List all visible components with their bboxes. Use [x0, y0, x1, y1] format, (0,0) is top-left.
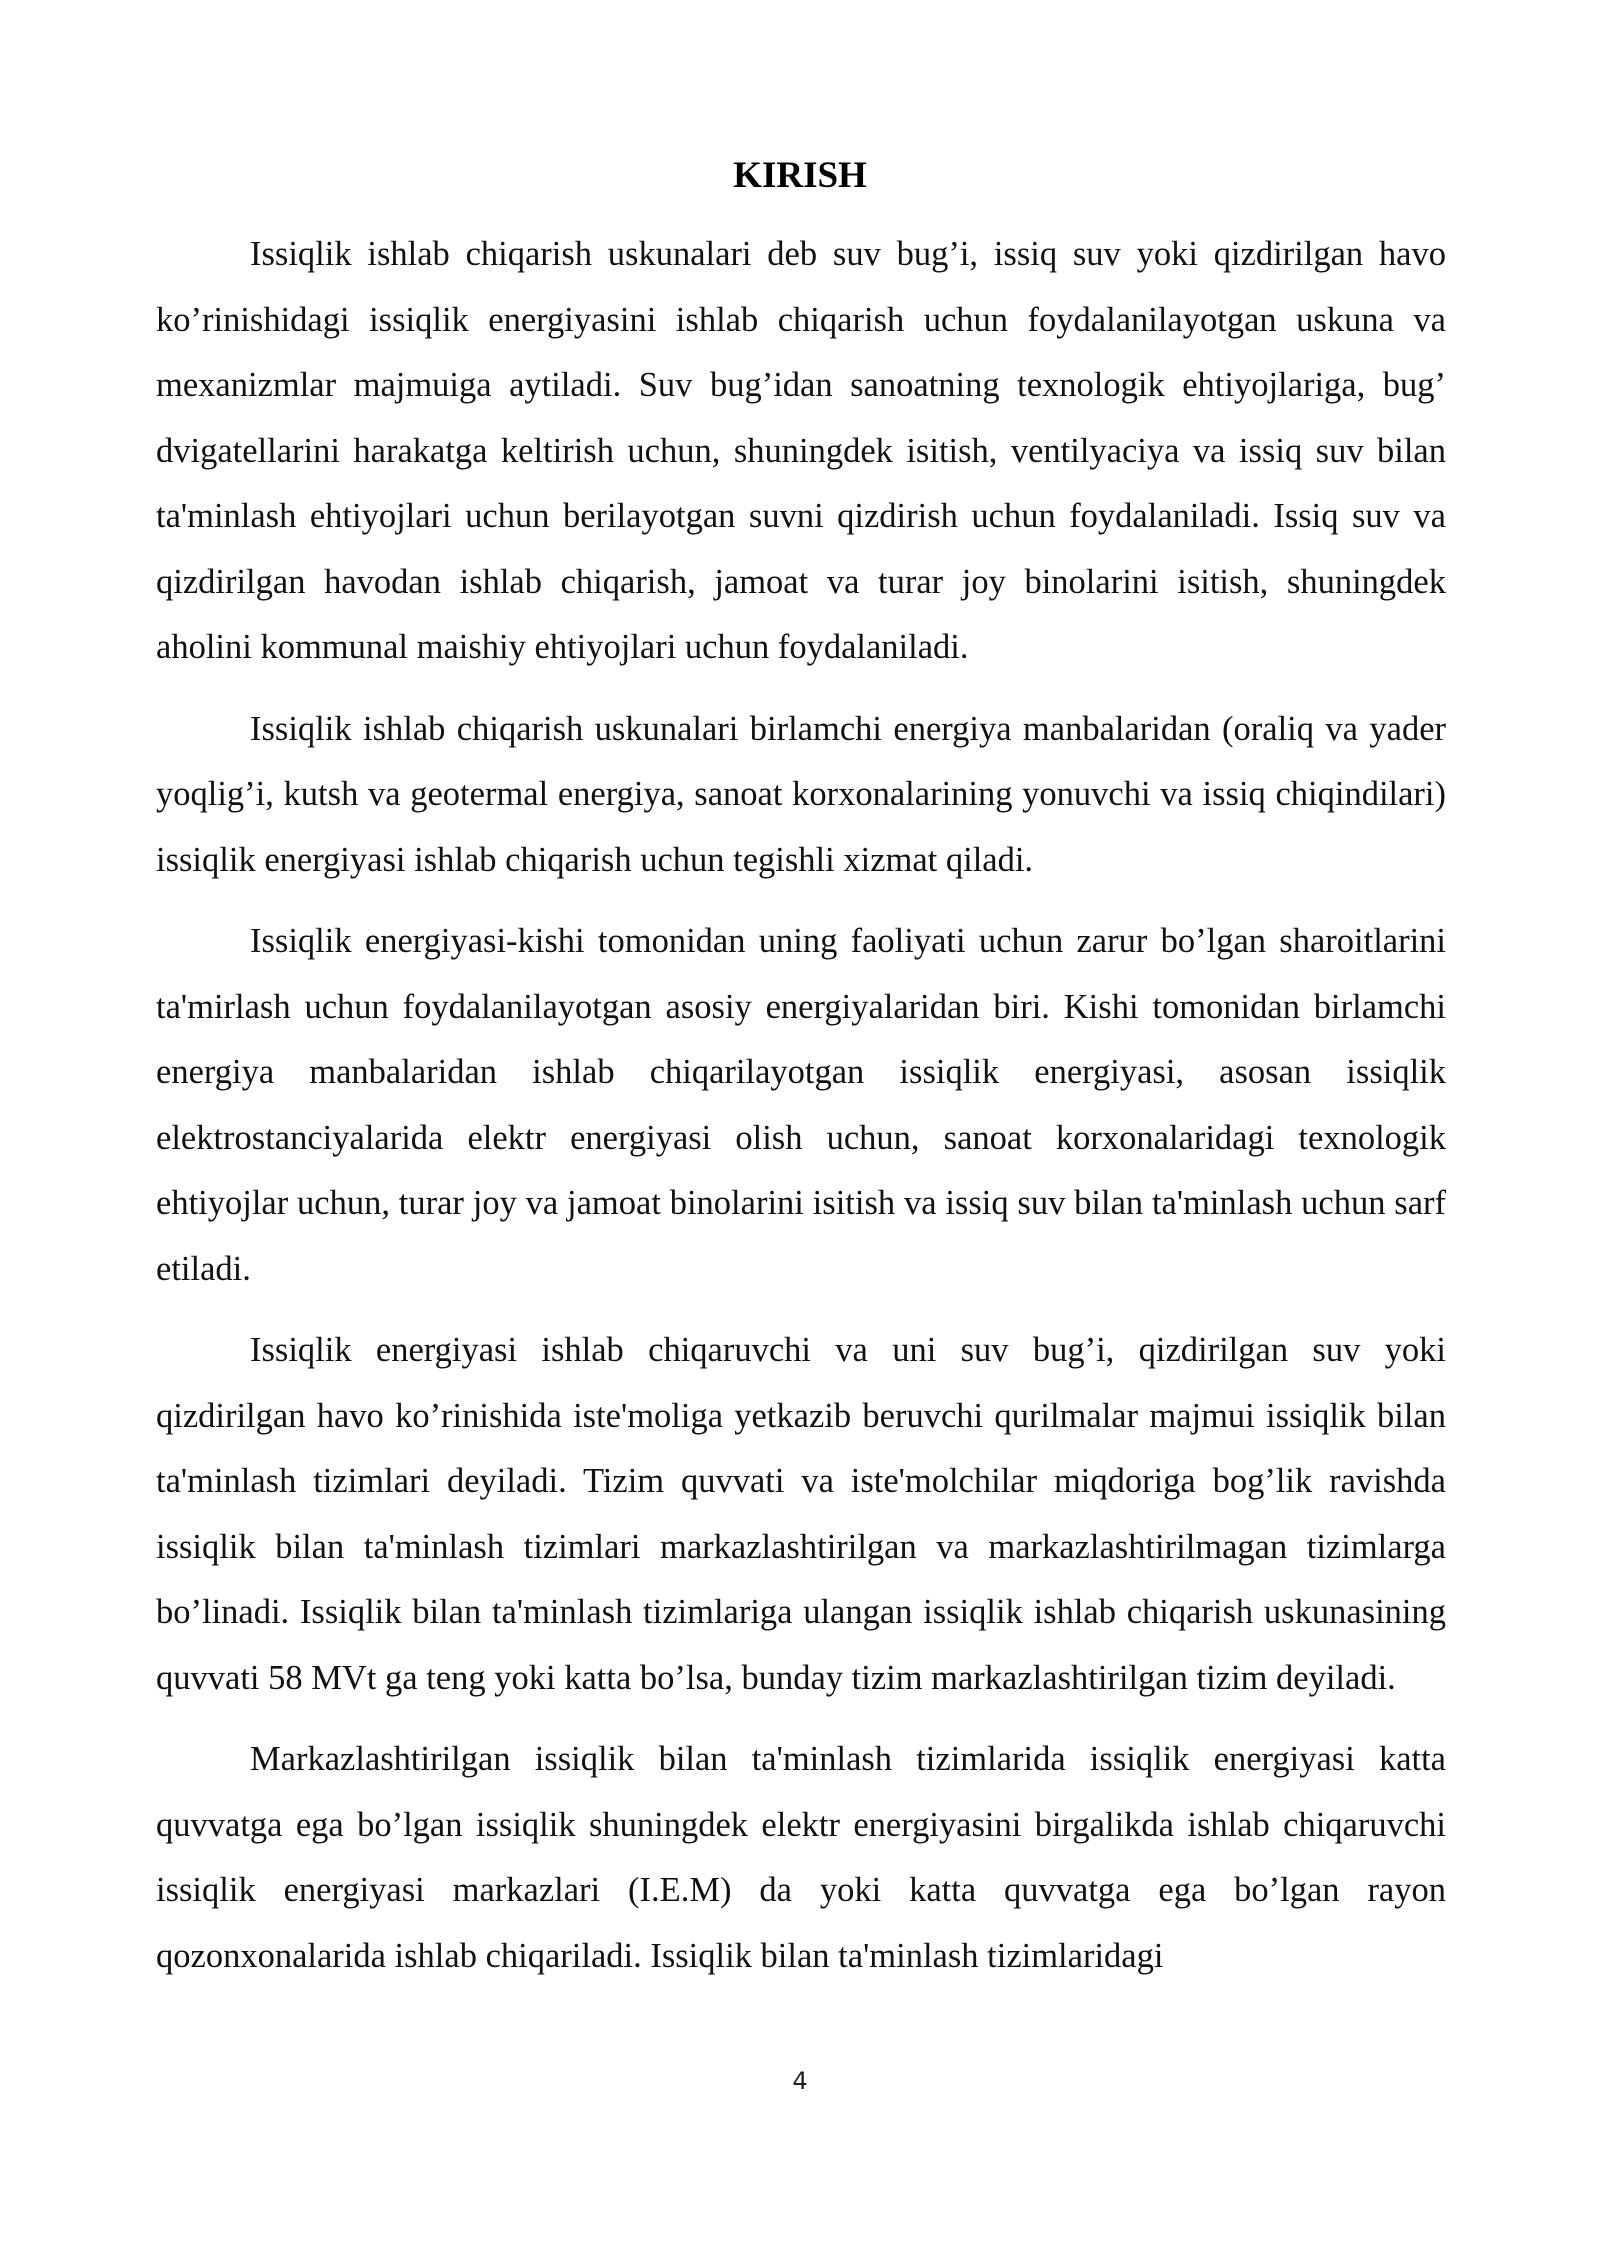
paragraph-3: Issiqlik energiyasi-kishi tomonidan uning faoliyati uchun zarur bo’lgan sharoitlarini ta'mirlash uchun foydalanilayotgan asosiy energiyalaridan biri. Kishi tomonidan birlamchi energiya manbalaridan ishlab chiqarilayotgan issiqlik energiyasi, asosan issiqlik elektrostanciyalarida elektr energiyasi olish uchun, sanoat korxonalaridagi texnologik ehtiyojlar uchun, turar joy va jamoat binolarini isitish va issiq suv bilan ta'minlash uchun sarf etiladi.: [156, 922, 1446, 1288]
paragraph-4: Issiqlik energiyasi ishlab chiqaruvchi va uni suv bug’i, qizdirilgan suv yoki qizdirilgan havo ko’rinishida iste'moliga yetkazib beruvchi qurilmalar majmui issiqlik bilan ta'minlash tizimlari deyiladi. Tizim quvvati va iste'molchilar miqdoriga bog’lik ravishda issiqlik bilan ta'minlash tizimlari markazlashtirilgan va markazlashtirilmagan tizimlarga bo’linadi. Issiqlik bilan ta'minlash tizimlariga ulangan issiqlik ishlab chiqarish uskunasining quvvati 58 MVt ga teng yoki katta bo’lsa, bunday tizim markazlashtirilgan tizim deyiladi.: [156, 1331, 1446, 1697]
paragraph-2: Issiqlik ishlab chiqarish uskunalari birlamchi energiya manbalaridan (oraliq va yader yoqlig’i, kutsh va geotermal energiya, sanoat korxonalarining yonuvchi va issiq chiqindilari) issiqlik energiyasi ishlab chiqarish uchun tegishli xizmat qiladi.: [156, 709, 1446, 879]
section-heading: KIRISH: [733, 155, 867, 196]
paragraph-1: Issiqlik ishlab chiqarish uskunalari deb suv bug’i, issiq suv yoki qizdirilgan havo ko’rinishidagi issiqlik energiyasini ishlab chiqarish uchun foydalanilayotgan uskuna va mexanizmlar majmuiga aytiladi. Suv bug’idan sanoatning texnologik ehtiyojlariga, bug’ dvigatellarini harakatga keltirish uchun, shuningdek isitish, ventilyaciya va issiq suv bilan ta'minlash ehtiyojlari uchun berilayotgan suvni qizdirish uchun foydalaniladi. Issiq suv va qizdirilgan havodan ishlab chiqarish, jamoat va turar joy binolarini isitish, shuningdek aholini kommunal maishiy ehtiyojlari uchun foydalaniladi.: [156, 235, 1446, 666]
paragraph-5: Markazlashtirilgan issiqlik bilan ta'minlash tizimlarida issiqlik energiyasi katta quvvatga ega bo’lgan issiqlik shuningdek elektr energiyasini birgalikda ishlab chiqaruvchi issiqlik energiyasi markazlari (I.E.M) da yoki katta quvvatga ega bo’lgan rayon qozonxonalarida ishlab chiqariladi. Issiqlik bilan ta'minlash tizimlaridagi: [156, 1740, 1446, 1975]
body-text: [156, 222, 1446, 2005]
page-number: 4: [792, 2067, 808, 2095]
